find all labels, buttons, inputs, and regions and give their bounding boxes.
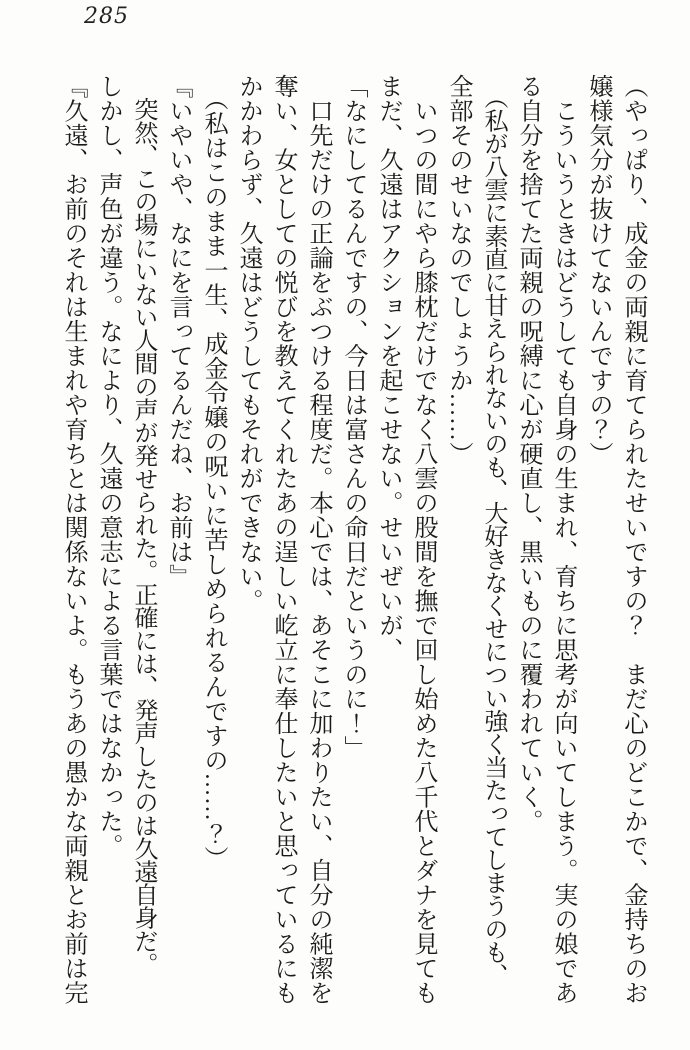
text-line: 嬢様気分が抜けてないんですの？） <box>585 74 611 466</box>
text-line: しかし、声色が違う。なにより、久遠の意志による言葉ではなかった。 <box>95 74 121 858</box>
text-line: 奪い、女としての悦びを教えてくれたあの逞しい屹立に奉仕したいと思っているにも <box>270 74 296 1005</box>
text-line: まだ、久遠はアクションを起こせない。せいぜいが、 <box>375 74 401 662</box>
text-line: （私が八雲に素直に甘えられないのも、大好きなくせについ強く当たってしまうのも、 <box>480 74 506 987</box>
text-line: る自分を捨てた両親の呪縛に心が硬直し、黒いものに覆われていく。 <box>515 74 541 834</box>
text-line: かかわらず、久遠はどうしてもそれができない。 <box>235 74 261 613</box>
text-line: （私はこのまま一生、成金令嬢の呪いに苦しめられるんですの……？） <box>200 74 226 871</box>
text-line: こういうときはどうしても自身の生まれ、育ちに思考が向いてしまう。実の娘であ <box>550 74 576 1005</box>
text-line: 全部そのせいなのでしょうか……） <box>445 74 471 466</box>
vertical-text-block <box>55 74 650 1022</box>
page-number: 285 <box>84 4 129 29</box>
text-line: 『久遠、お前のそれは生まれや育ちとは関係ないよ。もうあの愚かな両親とお前は完 <box>60 74 86 1005</box>
text-line: 突然、この場にいない人間の声が発せられた。正確には、発声したのは久遠自身だ。 <box>130 74 156 975</box>
text-line: （やっぱり、成金の両親に育てられたせいですの？ まだ心のどこかで、金持ちのお <box>620 74 646 1005</box>
text-line: 口先だけの正論をぶつける程度だ。本心では、あそこに加わりたい、自分の純潔を <box>305 74 331 1005</box>
text-line: 「なにしてるんですの、今日は富さんの命日だというのに！」 <box>340 74 366 760</box>
text-line: 『いやいや、なにを言ってるんだね、お前は』 <box>165 74 191 589</box>
text-line: いつの間にやら膝枕だけでなく八雲の股間を撫で回し始めた八千代とダナを見ても <box>410 74 436 1005</box>
